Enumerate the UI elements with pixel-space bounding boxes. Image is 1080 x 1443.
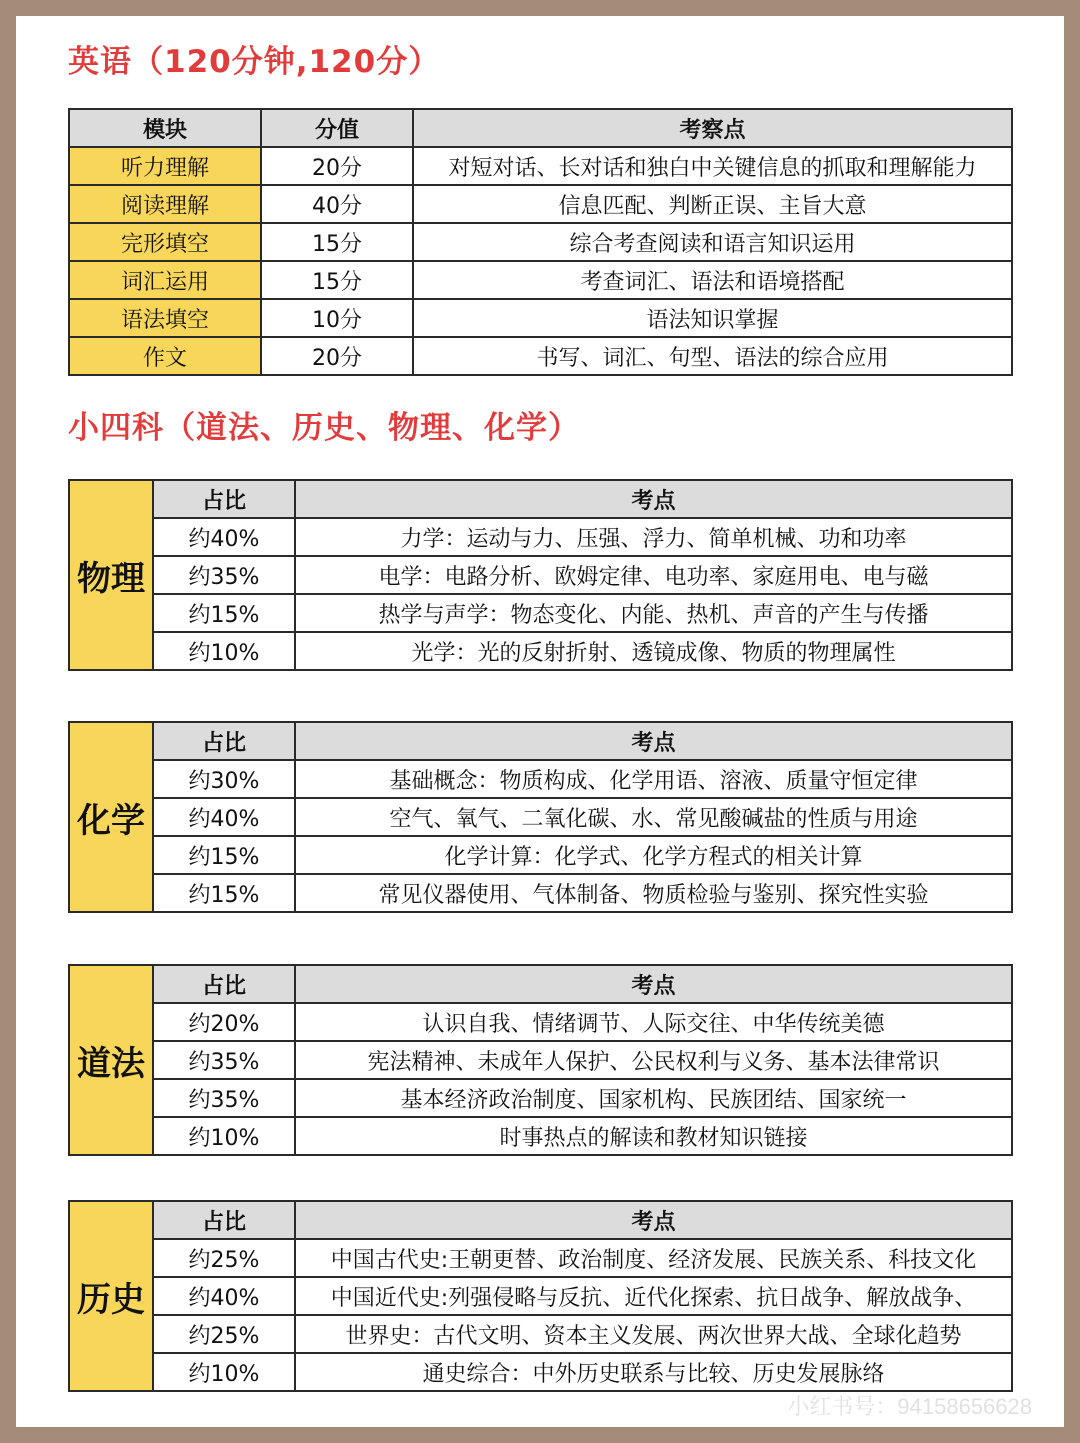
table-row: [69, 874, 1012, 912]
table-row: [69, 223, 1012, 261]
four-subjects-section-title: 小四科（道法、历史、物理、化学）: [68, 410, 580, 446]
subject-label: 历史: [69, 1201, 153, 1391]
ratio-cell: 约15%: [153, 874, 295, 912]
header-point: 考点: [295, 722, 1012, 760]
point-cell: 认识自我、情绪调节、人际交往、中华传统美德: [295, 1003, 1012, 1041]
score-cell: 20分: [261, 337, 413, 375]
table-row: [69, 1239, 1012, 1277]
ratio-cell: 约35%: [153, 1079, 295, 1117]
module-cell: 词汇运用: [69, 261, 261, 299]
table-row: [69, 594, 1012, 632]
watermark: 小红书号：94158656628: [787, 1394, 1032, 1419]
point-cell: 综合考查阅读和语言知识运用: [413, 223, 1012, 261]
table-row: [69, 1003, 1012, 1041]
point-cell: 通史综合：中外历史联系与比较、历史发展脉络: [295, 1353, 1012, 1391]
subject-label: 物理: [69, 480, 153, 670]
ratio-cell: 约20%: [153, 1003, 295, 1041]
ratio-cell: 约10%: [153, 1353, 295, 1391]
point-cell: 中国古代史:王朝更替、政治制度、经济发展、民族关系、科技文化: [295, 1239, 1012, 1277]
table-row: [69, 836, 1012, 874]
point-cell: 基础概念：物质构成、化学用语、溶液、质量守恒定律: [295, 760, 1012, 798]
header-ratio: 占比: [153, 722, 295, 760]
ratio-cell: 约35%: [153, 1041, 295, 1079]
point-cell: 热学与声学：物态变化、内能、热机、声音的产生与传播: [295, 594, 1012, 632]
point-cell: 化学计算：化学式、化学方程式的相关计算: [295, 836, 1012, 874]
score-cell: 20分: [261, 147, 413, 185]
ratio-cell: 约35%: [153, 556, 295, 594]
table-row: [69, 337, 1012, 375]
physics-table: [68, 479, 1013, 671]
ratio-cell: 约25%: [153, 1239, 295, 1277]
score-cell: 10分: [261, 299, 413, 337]
point-cell: 力学：运动与力、压强、浮力、简单机械、功和功率: [295, 518, 1012, 556]
subject-label: 化学: [69, 722, 153, 912]
header-ratio: 占比: [153, 965, 295, 1003]
header-ratio: 占比: [153, 480, 295, 518]
ratio-cell: 约40%: [153, 798, 295, 836]
ratio-cell: 约40%: [153, 1277, 295, 1315]
module-cell: 阅读理解: [69, 185, 261, 223]
point-cell: 世界史：古代文明、资本主义发展、两次世界大战、全球化趋势: [295, 1315, 1012, 1353]
table-row: [69, 147, 1012, 185]
morality-law-table: [68, 964, 1013, 1156]
english-table: [68, 108, 1013, 376]
table-header-row: [69, 480, 1012, 518]
table-row: [69, 1353, 1012, 1391]
header-point: 考点: [295, 1201, 1012, 1239]
module-cell: 作文: [69, 337, 261, 375]
ratio-cell: 约30%: [153, 760, 295, 798]
point-cell: 基本经济政治制度、国家机构、民族团结、国家统一: [295, 1079, 1012, 1117]
point-cell: 光学：光的反射折射、透镜成像、物质的物理属性: [295, 632, 1012, 670]
chemistry-table: [68, 721, 1013, 913]
point-cell: 信息匹配、判断正误、主旨大意: [413, 185, 1012, 223]
table-row: [69, 299, 1012, 337]
point-cell: 书写、词汇、句型、语法的综合应用: [413, 337, 1012, 375]
point-cell: 考查词汇、语法和语境搭配: [413, 261, 1012, 299]
header-point: 考点: [295, 480, 1012, 518]
english-section-title: 英语（120分钟,120分）: [68, 44, 441, 80]
subject-label: 道法: [69, 965, 153, 1155]
ratio-cell: 约15%: [153, 594, 295, 632]
table-row: [69, 1277, 1012, 1315]
module-cell: 完形填空: [69, 223, 261, 261]
header-ratio: 占比: [153, 1201, 295, 1239]
table-header-row: [69, 965, 1012, 1003]
table-row: [69, 1041, 1012, 1079]
table-header-row: [69, 722, 1012, 760]
point-cell: 常见仪器使用、气体制备、物质检验与鉴别、探究性实验: [295, 874, 1012, 912]
point-cell: 中国近代史:列强侵略与反抗、近代化探索、抗日战争、解放战争、: [295, 1277, 1012, 1315]
table-row: [69, 1117, 1012, 1155]
table-row: [69, 632, 1012, 670]
table-row: [69, 185, 1012, 223]
header-point: 考点: [295, 965, 1012, 1003]
header-module: 模块: [69, 109, 261, 147]
ratio-cell: 约15%: [153, 836, 295, 874]
table-row: [69, 760, 1012, 798]
module-cell: 听力理解: [69, 147, 261, 185]
point-cell: 空气、氧气、二氧化碳、水、常见酸碱盐的性质与用途: [295, 798, 1012, 836]
table-row: [69, 518, 1012, 556]
point-cell: 时事热点的解读和教材知识链接: [295, 1117, 1012, 1155]
table-row: [69, 1315, 1012, 1353]
table-row: [69, 1079, 1012, 1117]
point-cell: 电学：电路分析、欧姆定律、电功率、家庭用电、电与磁: [295, 556, 1012, 594]
score-cell: 40分: [261, 185, 413, 223]
table-row: [69, 556, 1012, 594]
table-header-row: [69, 1201, 1012, 1239]
ratio-cell: 约10%: [153, 632, 295, 670]
table-row: [69, 798, 1012, 836]
score-cell: 15分: [261, 223, 413, 261]
ratio-cell: 约25%: [153, 1315, 295, 1353]
history-table: [68, 1200, 1013, 1392]
ratio-cell: 约10%: [153, 1117, 295, 1155]
point-cell: 宪法精神、未成年人保护、公民权利与义务、基本法律常识: [295, 1041, 1012, 1079]
score-cell: 15分: [261, 261, 413, 299]
point-cell: 语法知识掌握: [413, 299, 1012, 337]
point-cell: 对短对话、长对话和独白中关键信息的抓取和理解能力: [413, 147, 1012, 185]
header-point: 考察点: [413, 109, 1012, 147]
header-score: 分值: [261, 109, 413, 147]
page: [16, 16, 1064, 1427]
table-header-row: [69, 109, 1012, 147]
ratio-cell: 约40%: [153, 518, 295, 556]
module-cell: 语法填空: [69, 299, 261, 337]
table-row: [69, 261, 1012, 299]
